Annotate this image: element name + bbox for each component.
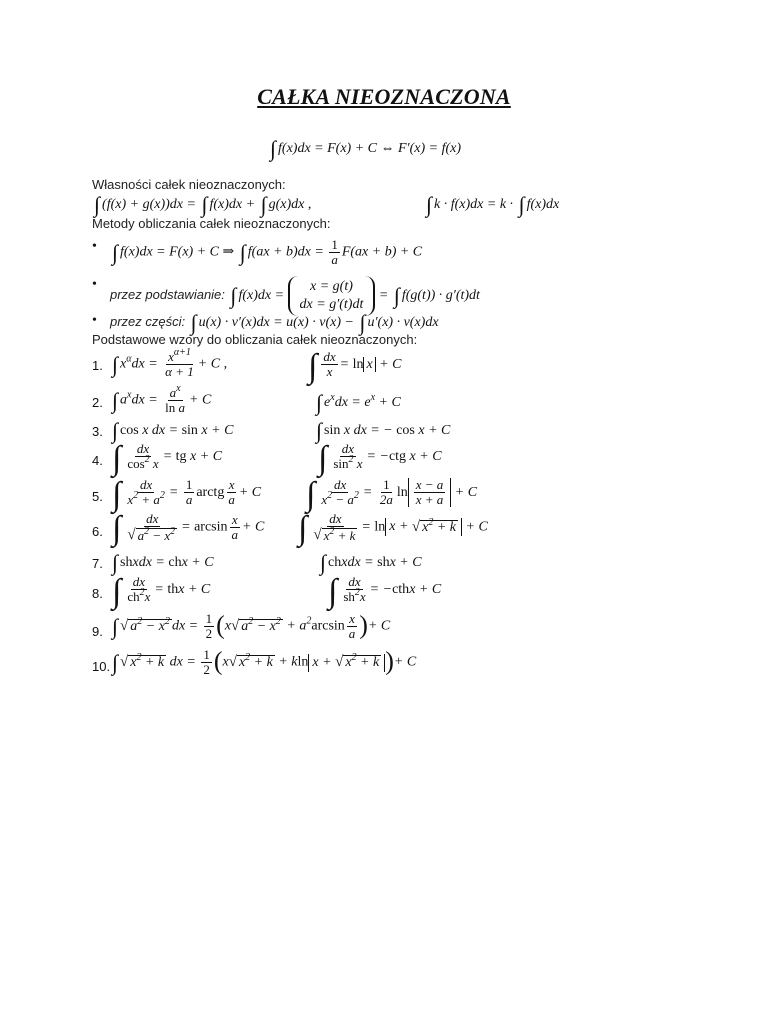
formula-number: 4. [92,453,103,468]
formula-number: 6. [92,524,103,539]
formula-number: 9. [92,624,103,639]
formula-number: 7. [92,556,103,571]
method-substitution: • przez podstawianie: ∫ f(x)dx = x = g(t) dx = g′(t)dt = ∫ f(g(t)) · g′(t)dt [110,276,480,316]
formula-number: 5. [92,489,103,504]
section-basic: Podstawowe wzory do obliczania całek nieoznaczonych: [92,332,418,347]
formula-number: 1. [92,358,103,373]
formula-7-left: ∫ shxdx = chx + C [112,550,214,575]
formula-number: 10. [92,659,111,674]
parts-label: przez części: [110,314,186,329]
formula-8-left: ∫ $\frac{dx}{ch^2x}$ = thx + C [112,573,211,610]
formula-10: ∫ √ $x^2 + k$ dx = $\frac{1}{2}$ (x √ $x^2 + k$ + kln x + √ $x^2 + k$ )+ C [112,646,417,677]
formula-1-left: ∫ $x^\alpha dx$ = $\frac{x^{\alpha+1}}{\alpha + 1}$ + C , [112,347,228,379]
formula-3-right: ∫ sin x dx = − cos x + C [316,418,451,443]
property-sum: ∫ (f(x) + g(x))dx = ∫ f(x)dx + ∫ g(x)dx , [94,192,312,217]
formula-4-left: ∫ $\frac{dx}{\cos^2 x}$ = tg x + C [112,440,223,477]
substitution-brace: x = g(t) dx = g′(t)dt [288,276,376,316]
section-methods: Metody obliczania całek nieoznaczonych: [92,216,331,231]
formula-8-right: ∫ $\frac{dx}{sh^2x}$ = −cthx + C [328,573,442,610]
formula-9: ∫ √ $a^2 - x^2$ dx = $\frac{1}{2}$ (x √ $a^2 - x^2$ + $a^2\arcsin$ $\frac{x}{a}$ )+ C [112,610,391,641]
formula-number: 3. [92,424,103,439]
formula-1-right: ∫ $\frac{dx}{x}$ = ln x + C [308,348,402,385]
formula-6-left: ∫ dx √ $a^2 - x^2$ = arcsin $\frac{x}{a}$ + C [112,510,265,548]
formula-4-right: ∫ $\frac{dx}{\sin^2 x}$ = −ctg x + C [318,440,442,477]
substitution-label: przez podstawianie: [110,287,225,303]
formula-number: 8. [92,586,103,601]
property-constant: ∫ k · f(x)dx = k · ∫ f(x)dx [426,192,560,217]
formula-2-right: ∫ $e^xdx = e^x + C$ [316,390,401,415]
method-parts: • przez części: ∫ u(x) · v′(x)dx = u(x) · v(x) − ∫ u′(x) · v(x)dx [110,312,439,334]
method-linear: • ∫ f(x)dx = F(x) + C ⇒ ∫ f(ax + b)dx = $\frac{1}{a}$ F(ax + b) + C [110,238,422,267]
formula-7-right: ∫ chxdx = shx + C [320,550,422,575]
formula-6-right: ∫ dx √ $x^2 + k$ = ln x + √ $x^2 + k$ + C [298,510,488,548]
formula-3-left: ∫ cos x dx = sin x + C [112,418,234,443]
formula-2-left: ∫ $a^xdx$ = $\frac{a^x}{\text{ln a}}$ + C [112,383,212,415]
definition-formula: ∫ f(x)dx = F(x) + C ⇔ F′(x) = f(x) [270,136,462,161]
section-properties: Własności całek nieoznaczonych: [92,177,286,192]
formula-5-right: ∫ $\frac{dx}{x^2 - a^2}$ = $\frac{1}{2a}$ ln $\frac{x - a}{x + a}$ + C [306,476,478,513]
formula-number: 2. [92,395,103,410]
page-title: CAŁKA NIEOZNACZONA [257,84,511,109]
formula-5-left: ∫ $\frac{dx}{x^2 + a^2}$ = $\frac{1}{a}$ arctg $\frac{x}{a}$ + C [112,476,262,513]
